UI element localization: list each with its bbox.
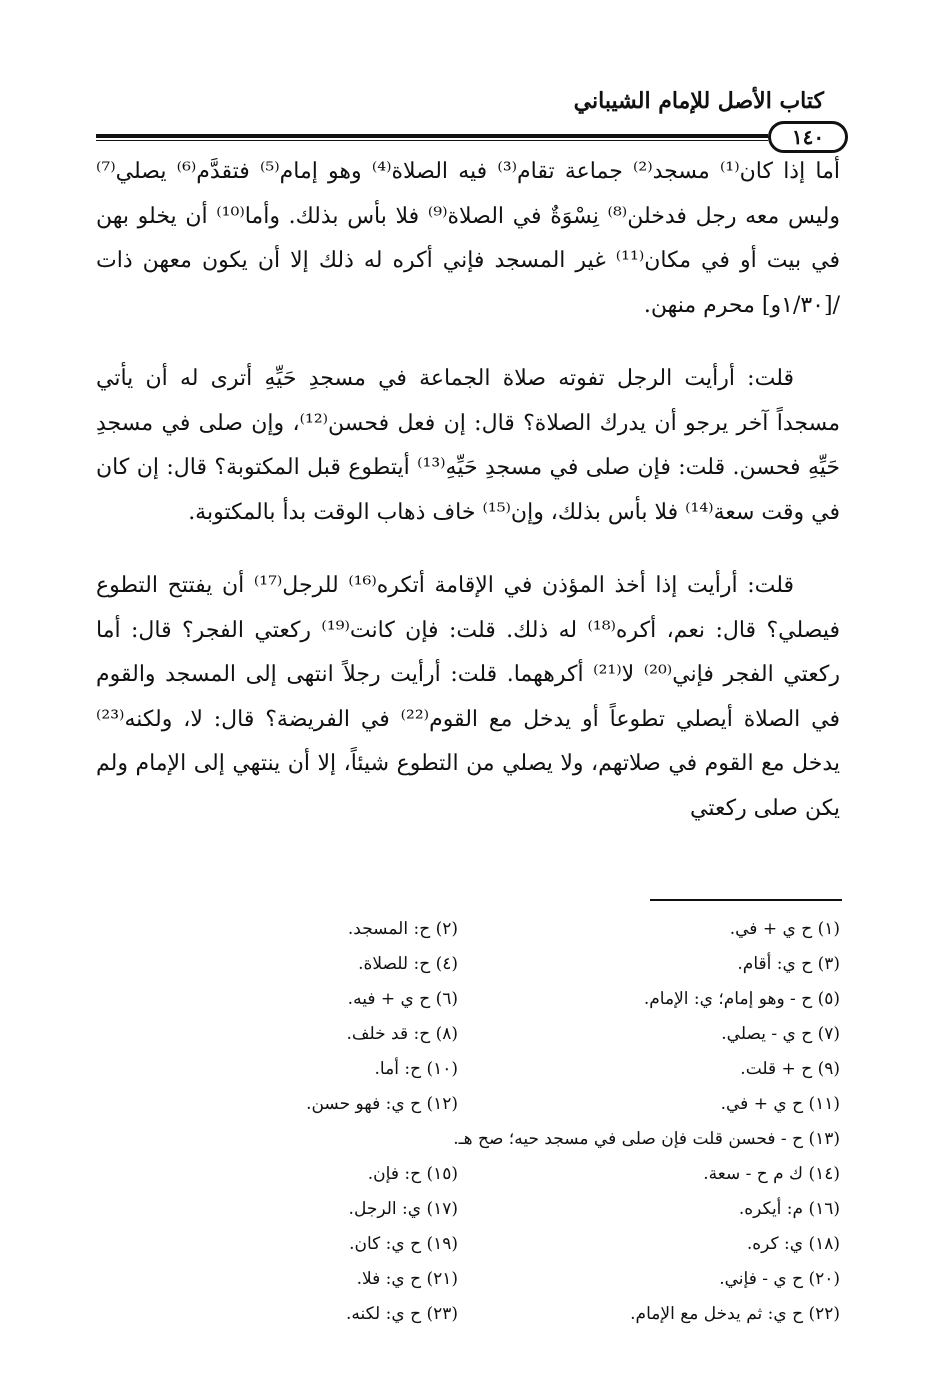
footnote-row	[96, 1262, 840, 1297]
paragraph: قلت: أرأيت إذا أخذ المؤذن في الإقامة أتكره⁽¹⁶⁾ للرجل⁽¹⁷⁾ أن يفتتح التطوع فيصلي؟ قال: نعم، أكره⁽¹⁸⁾ له ذلك. قلت: فإن كانت⁽¹⁹⁾ ركعتي الفجر؟ قال: أما ركعتي الفجر فإني⁽²⁰⁾ لا⁽²¹⁾ أكرههما. قلت: أرأيت رجلاً انتهى إلى المسجد والقوم في الصلاة أيصلي تطوعاً أو يدخل مع القوم⁽²²⁾ في الفريضة؟ قال: لا، ولكنه⁽²³⁾ يدخل مع القوم في صلاتهم، ولا يصلي من التطوع شيئاً، إلا أن ينتهي إلى الإمام ولم يكن صلى ركعتي	[96, 573, 840, 821]
footnote-row	[96, 1227, 840, 1262]
footnote: (١٤) ك م ح - سعة.	[703, 1164, 840, 1184]
header-rule-thick	[96, 134, 768, 138]
footnote: (١٢) ح ي: فهو حسن.	[306, 1094, 458, 1114]
footnote: (٨) ح: قد خلف.	[346, 1024, 458, 1044]
footnote: (١٨) ي: كره.	[746, 1234, 840, 1254]
footnote: (١١) ح ي + في.	[720, 1094, 840, 1114]
footnote: (١٩) ح ي: كان.	[349, 1234, 458, 1254]
footnote-row	[96, 1052, 840, 1087]
footnotes	[96, 912, 840, 1332]
running-head-title: كتاب الأصل للإمام الشيباني	[573, 88, 824, 114]
footnote: (١٠) ح: أما.	[374, 1059, 458, 1079]
footnote-row	[96, 1157, 840, 1192]
footnote: (٢٠) ح ي - فإني.	[719, 1269, 840, 1289]
footnote: (٤) ح: للصلاة.	[358, 954, 458, 974]
footnote-full-width: (١٣) ح - فحسن قلت فإن صلى في مسجد حيه؛ صح هـ.	[453, 1129, 840, 1149]
footnote: (٢٣) ح ي: لكنه.	[346, 1304, 458, 1324]
footnote: (٧) ح ي - يصلي.	[721, 1024, 840, 1044]
paragraph: قلت: أرأيت الرجل تفوته صلاة الجماعة في مسجدِ حَيِّهِ أترى له أن يأتي مسجداً آخر يرجو أن يدرك الصلاة؟ قال: إن فعل فحسن⁽¹²⁾، وإن صلى في مسجدِ حَيِّهِ فحسن. قلت: فإن صلى في مسجدِ حَيِّهِ⁽¹³⁾ أيتطوع قبل المكتوبة؟ قال: إن كان في وقت سعة⁽¹⁴⁾ فلا بأس بذلك، وإن⁽¹⁵⁾ خاف ذهاب الوقت بدأ بالمكتوبة.	[96, 366, 840, 525]
footnote-row	[96, 1192, 840, 1227]
footnote: (٢١) ح ي: فلا.	[356, 1269, 458, 1289]
footnote-row	[96, 982, 840, 1017]
footnote-row	[96, 1297, 840, 1332]
paragraph: أما إذا كان⁽¹⁾ مسجد⁽²⁾ جماعة تقام⁽³⁾ فيه الصلاة⁽⁴⁾ وهو إمام⁽⁵⁾ فتقدَّم⁽⁶⁾ يصلي⁽⁷⁾ وليس معه رجل فدخلن⁽⁸⁾ نِسْوَةٌ في الصلاة⁽⁹⁾ فلا بأس بذلك. وأما⁽¹⁰⁾ أن يخلو بهن في بيت أو في مكان⁽¹¹⁾ غير المسجد فإني أكره له ذلك إلا أن يكون معهن ذات /[١/٣٠و] محرم منهن.	[96, 159, 841, 318]
footnote-row	[96, 1087, 840, 1122]
footnote-row	[96, 912, 840, 947]
header-rule-thin	[96, 140, 768, 141]
footnote: (١) ح ي + في.	[729, 919, 840, 939]
footnote-row	[96, 1017, 840, 1052]
main-text	[96, 150, 840, 831]
footnote: (٢) ح: المسجد.	[347, 919, 458, 939]
footnote: (١٥) ح: فإن.	[367, 1164, 458, 1184]
footnote: (٣) ح ي: أقام.	[737, 954, 840, 974]
footnote-row	[96, 947, 840, 982]
footnote: (٢٢) ح ي: ثم يدخل مع الإمام.	[630, 1304, 840, 1324]
footnote: (١٧) ي: الرجل.	[348, 1199, 458, 1219]
footnote: (٩) ح + قلت.	[740, 1059, 840, 1079]
footnote-separator	[650, 899, 842, 901]
footnote: (٥) ح - وهو إمام؛ ي: الإمام.	[643, 989, 840, 1009]
footnote: (٦) ح ي + فيه.	[347, 989, 458, 1009]
footnote: (١٦) م: أيكره.	[738, 1199, 840, 1219]
page-number-badge: ١٤٠	[768, 121, 848, 153]
